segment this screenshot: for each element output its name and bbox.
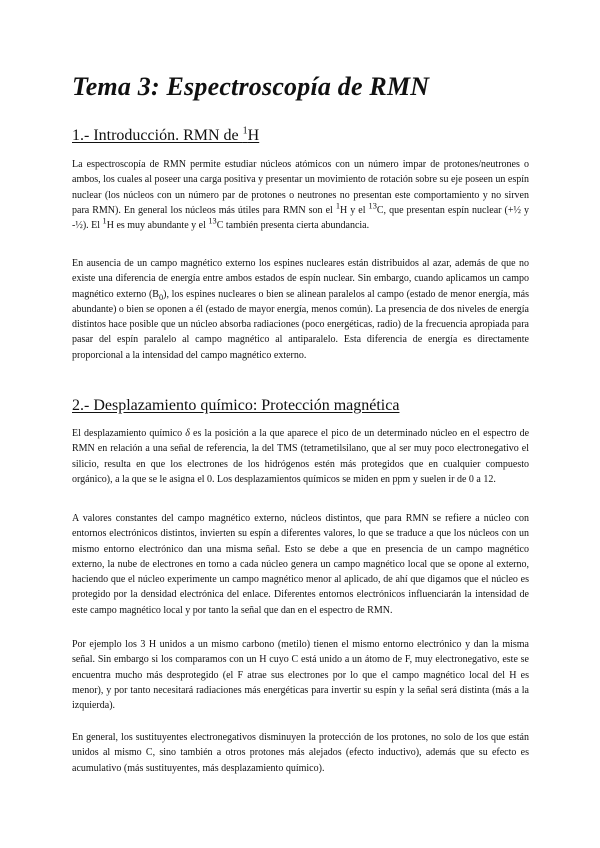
text-run: C, que presentan espín nuclear (+½ y -½). El: [72, 204, 529, 232]
text-run: es la posición a la que aparece el pico de un determinado núcleo en el espectro de RMN en relación a una señal de referencia, la del TMS (tetrametilsilano, que al ser muy poco electronegativo el silicio, resulta en que los electrones de los hidrógenos estén más protegidos que en cualquier compuesto orgánico), a la que se le asigna el 0. Los desplazamientos químicos se miden en ppm y suelen ir de 0 a 12.: [72, 428, 530, 485]
delta-symbol: δ: [185, 428, 190, 439]
text-run: H es muy abundante y el: [106, 220, 209, 232]
section-2-paragraph-4: En general, los sustituyentes electronegativos disminuyen la protección de los protones, no solo de los que están unidos al mismo C, sino también a otros protones más alejados (efecto inductivo), además que su efecto es acumulativo (más sustituyentes, más desplazamiento químico).: [72, 732, 529, 774]
section-1-heading: [72, 127, 532, 145]
section-1-heading-text: 1.- Introducción. RMN de: [72, 127, 243, 144]
superscript: 1: [102, 216, 107, 226]
text-run: H y el: [340, 204, 369, 216]
section-1-heading-end: H: [247, 127, 260, 144]
section-2-paragraph-3: Por ejemplo los 3 H unidos a un mismo carbono (metilo) tienen el mismo entorno electrónico y dan la misma señal. Sin embargo si los comparamos con un H cuyo C está unido a un átomo de F, muy electronegativo, este se encuentra mucho más desprotegido (el F atrae sus electrones por lo que el campo magnético local del H es menor), y por tanto necesitará radiaciones más energéticas para invertir su espín y la señal será distinta (más a la izquierda).: [72, 639, 529, 712]
superscript: 1: [335, 201, 340, 211]
section-1-paragraph-1: [72, 157, 529, 233]
page-title: Tema 3: Espectroscopía de RMN: [72, 72, 430, 101]
text-run: La espectroscopía de RMN permite estudiar núcleos atómicos con un número impar de protones/neutrones o ambos, los cuales al poseer una carga positiva y presentar un movimiento de rotación sobre su eje poseen un espín nuclear (los núcleos con un número par de protones o neutrones no presentan este comportamiento y no sirven para RMN). En general los núcleos más útiles para RMN son el: [72, 159, 529, 216]
subscript: 0: [158, 292, 164, 302]
text-run: ), los espines nucleares o bien se alinean paralelos al campo (estado de menor energía, más abundante) o bien se oponen a él (estado de mayor energía, menos común). La presencia de dos niveles de energía distintos hace posible que un núcleo absorba radiaciones (poco energéticas, radio) de la frecuencia apropiada para pasar del espín paralelo al campo magnético al antiparalelo. Esta diferencia de energía es directamente proporcional a la intensidad del campo magnético externo.: [72, 288, 529, 361]
section-1-paragraph-2: [72, 256, 529, 363]
section-2-paragraph-1: [72, 426, 529, 487]
section-2-heading: 2.- Desplazamiento químico: Protección magnética: [72, 397, 400, 414]
superscript: 13: [208, 216, 217, 226]
section-2-paragraph-2: A valores constantes del campo magnético externo, núcleos distintos, que para RMN se refiere a núcleo con entornos electrónicos distintos, invierten su espín a diferentes valores, lo que se traduce a que los núcleos con un mismo entorno electrónico dan una misma señal. Esto se debe a que en presencia de un campo magnético externo, la nube de electrones en torno a cada núcleo genera un campo magnético local que se opone al externo, haciendo que el núcleo experimente un campo magnético menor al aplicado, de ahí que digamos que el núcleo es protegido por la densidad electrónica del enlace. Diferentes entornos electrónicos influenciarán la intensidad de este campo magnético local y por tanto la señal que dan en el espectro de RMN.: [72, 513, 529, 616]
superscript: 13: [368, 201, 377, 211]
section-1-heading-superscript: 1: [242, 125, 248, 137]
text-run: El desplazamiento químico: [72, 428, 186, 439]
text-run: C también presenta cierta abundancia.: [216, 220, 370, 232]
text-run: En ausencia de un campo magnético externo los espines nucleares están distribuidos al azar, además de que no existe una diferencia de energía entre ambos estados de espín nuclear. Sin embargo, cuando aplicamos un campo magnético externo (B: [72, 258, 529, 300]
